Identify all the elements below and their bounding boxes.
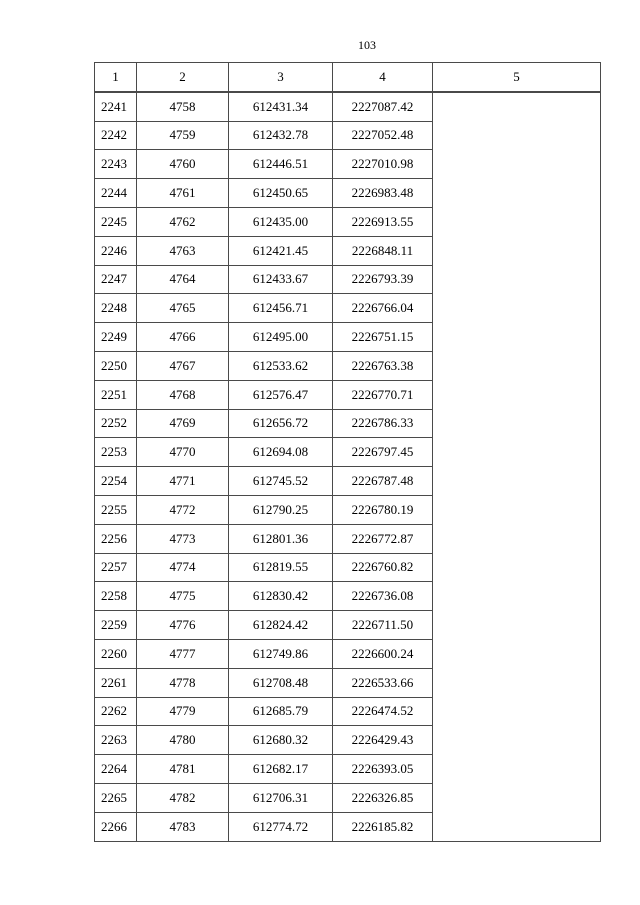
y-coordinate-cell: 2226533.66 — [333, 668, 433, 697]
y-coordinate-cell: 2226786.33 — [333, 409, 433, 438]
row-number-cell: 2241 — [95, 92, 137, 121]
y-coordinate-cell: 2226326.85 — [333, 783, 433, 812]
table-header-row — [95, 63, 601, 92]
y-coordinate-cell: 2226711.50 — [333, 611, 433, 640]
x-coordinate-cell: 612830.42 — [229, 582, 333, 611]
table-body — [95, 92, 601, 841]
x-coordinate-cell: 612801.36 — [229, 524, 333, 553]
y-coordinate-cell: 2226770.71 — [333, 380, 433, 409]
y-coordinate-cell: 2226913.55 — [333, 207, 433, 236]
row-number-cell: 2255 — [95, 495, 137, 524]
y-coordinate-cell: 2226797.45 — [333, 438, 433, 467]
y-coordinate-cell: 2226736.08 — [333, 582, 433, 611]
point-number-cell: 4764 — [137, 265, 229, 294]
point-number-cell: 4783 — [137, 812, 229, 841]
row-number-cell: 2247 — [95, 265, 137, 294]
x-coordinate-cell: 612694.08 — [229, 438, 333, 467]
point-number-cell: 4770 — [137, 438, 229, 467]
x-coordinate-cell: 612432.78 — [229, 121, 333, 150]
point-number-cell: 4778 — [137, 668, 229, 697]
column-header-5: 5 — [433, 63, 601, 92]
y-coordinate-cell: 2227010.98 — [333, 150, 433, 179]
point-number-cell: 4782 — [137, 783, 229, 812]
y-coordinate-cell: 2226600.24 — [333, 639, 433, 668]
row-number-cell: 2245 — [95, 207, 137, 236]
y-coordinate-cell: 2226772.87 — [333, 524, 433, 553]
row-number-cell: 2263 — [95, 726, 137, 755]
x-coordinate-cell: 612433.67 — [229, 265, 333, 294]
row-number-cell: 2246 — [95, 236, 137, 265]
y-coordinate-cell: 2227052.48 — [333, 121, 433, 150]
y-coordinate-cell: 2226474.52 — [333, 697, 433, 726]
row-number-cell: 2261 — [95, 668, 137, 697]
x-coordinate-cell: 612774.72 — [229, 812, 333, 841]
row-number-cell: 2250 — [95, 351, 137, 380]
point-number-cell: 4768 — [137, 380, 229, 409]
point-number-cell: 4762 — [137, 207, 229, 236]
row-number-cell: 2251 — [95, 380, 137, 409]
x-coordinate-cell: 612749.86 — [229, 639, 333, 668]
point-number-cell: 4769 — [137, 409, 229, 438]
row-number-cell: 2266 — [95, 812, 137, 841]
point-number-cell: 4767 — [137, 351, 229, 380]
point-number-cell: 4774 — [137, 553, 229, 582]
column-header-1: 1 — [95, 63, 137, 92]
row-number-cell: 2265 — [95, 783, 137, 812]
page-number: 103 — [358, 38, 376, 52]
row-number-cell: 2248 — [95, 294, 137, 323]
x-coordinate-cell: 612819.55 — [229, 553, 333, 582]
y-coordinate-cell: 2226787.48 — [333, 467, 433, 496]
x-coordinate-cell: 612685.79 — [229, 697, 333, 726]
y-coordinate-cell: 2226766.04 — [333, 294, 433, 323]
row-number-cell: 2264 — [95, 755, 137, 784]
x-coordinate-cell: 612680.32 — [229, 726, 333, 755]
column-header-3: 3 — [229, 63, 333, 92]
y-coordinate-cell: 2226429.43 — [333, 726, 433, 755]
y-coordinate-cell: 2226780.19 — [333, 495, 433, 524]
row-number-cell: 2258 — [95, 582, 137, 611]
x-coordinate-cell: 612576.47 — [229, 380, 333, 409]
x-coordinate-cell: 612456.71 — [229, 294, 333, 323]
x-coordinate-cell: 612450.65 — [229, 179, 333, 208]
point-number-cell: 4780 — [137, 726, 229, 755]
y-coordinate-cell: 2226393.05 — [333, 755, 433, 784]
point-number-cell: 4760 — [137, 150, 229, 179]
point-number-cell: 4781 — [137, 755, 229, 784]
row-number-cell: 2249 — [95, 323, 137, 352]
point-number-cell: 4779 — [137, 697, 229, 726]
point-number-cell: 4761 — [137, 179, 229, 208]
column-header-2: 2 — [137, 63, 229, 92]
point-number-cell: 4763 — [137, 236, 229, 265]
y-coordinate-cell: 2226185.82 — [333, 812, 433, 841]
row-number-cell: 2262 — [95, 697, 137, 726]
y-coordinate-cell: 2226763.38 — [333, 351, 433, 380]
y-coordinate-cell: 2226848.11 — [333, 236, 433, 265]
x-coordinate-cell: 612682.17 — [229, 755, 333, 784]
row-number-cell: 2260 — [95, 639, 137, 668]
row-number-cell: 2257 — [95, 553, 137, 582]
y-coordinate-cell: 2226983.48 — [333, 179, 433, 208]
point-number-cell: 4765 — [137, 294, 229, 323]
y-coordinate-cell: 2226760.82 — [333, 553, 433, 582]
x-coordinate-cell: 612446.51 — [229, 150, 333, 179]
row-number-cell: 2243 — [95, 150, 137, 179]
x-coordinate-cell: 612431.34 — [229, 92, 333, 121]
row-number-cell: 2259 — [95, 611, 137, 640]
column-header-4: 4 — [333, 63, 433, 92]
y-coordinate-cell: 2226793.39 — [333, 265, 433, 294]
row-number-cell: 2253 — [95, 438, 137, 467]
point-number-cell: 4777 — [137, 639, 229, 668]
x-coordinate-cell: 612495.00 — [229, 323, 333, 352]
x-coordinate-cell: 612790.25 — [229, 495, 333, 524]
row-number-cell: 2254 — [95, 467, 137, 496]
coordinates-table — [94, 62, 601, 842]
x-coordinate-cell: 612824.42 — [229, 611, 333, 640]
row-number-cell: 2242 — [95, 121, 137, 150]
row-number-cell: 2252 — [95, 409, 137, 438]
x-coordinate-cell: 612706.31 — [229, 783, 333, 812]
row-number-cell: 2244 — [95, 179, 137, 208]
point-number-cell: 4772 — [137, 495, 229, 524]
x-coordinate-cell: 612708.48 — [229, 668, 333, 697]
point-number-cell: 4775 — [137, 582, 229, 611]
point-number-cell: 4766 — [137, 323, 229, 352]
x-coordinate-cell: 612745.52 — [229, 467, 333, 496]
point-number-cell: 4758 — [137, 92, 229, 121]
y-coordinate-cell: 2227087.42 — [333, 92, 433, 121]
x-coordinate-cell: 612656.72 — [229, 409, 333, 438]
point-number-cell: 4759 — [137, 121, 229, 150]
point-number-cell: 4773 — [137, 524, 229, 553]
row-number-cell: 2256 — [95, 524, 137, 553]
x-coordinate-cell: 612421.45 — [229, 236, 333, 265]
x-coordinate-cell: 612533.62 — [229, 351, 333, 380]
x-coordinate-cell: 612435.00 — [229, 207, 333, 236]
point-number-cell: 4776 — [137, 611, 229, 640]
table-row — [95, 92, 601, 121]
point-number-cell: 4771 — [137, 467, 229, 496]
column-5-cell — [433, 92, 601, 841]
y-coordinate-cell: 2226751.15 — [333, 323, 433, 352]
